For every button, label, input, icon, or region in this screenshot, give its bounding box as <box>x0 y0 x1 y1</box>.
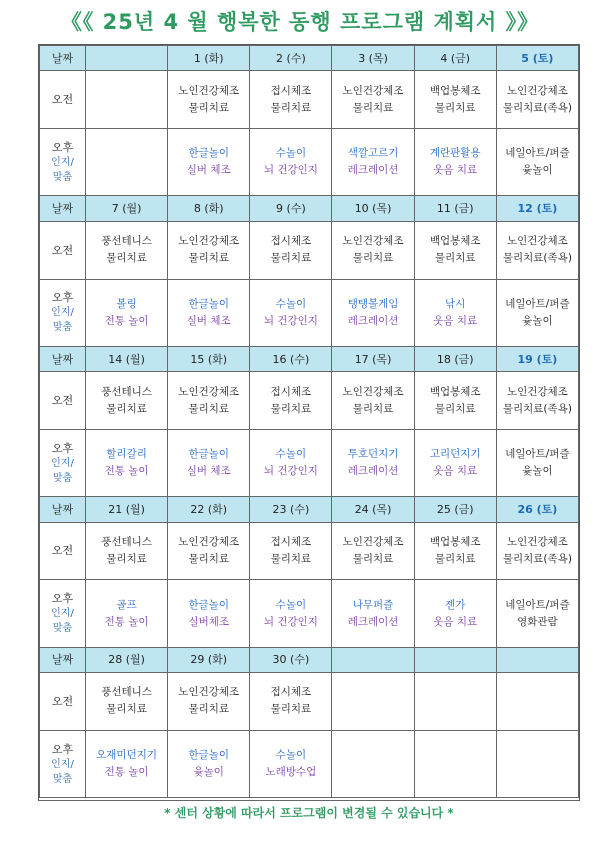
pm-label-line: 맞춤 <box>52 773 73 785</box>
date-cell: 30 (수) <box>250 647 332 672</box>
date-label: 날짜 <box>40 196 86 221</box>
pm-activity: 전통 놀이 <box>104 615 149 628</box>
date-label: 날짜 <box>40 346 86 371</box>
am-cell <box>168 673 250 731</box>
pm-activity: 웃음 치료 <box>433 615 478 628</box>
pm-activity: 할리갈리 <box>106 448 147 461</box>
am-activity: 물리치료 <box>188 552 230 565</box>
date-cell: 4 (금) <box>414 46 496 71</box>
am-cell <box>86 372 168 430</box>
am-label: 오전 <box>40 221 86 279</box>
am-row <box>40 673 579 731</box>
pm-cell <box>86 580 168 647</box>
am-activity: 백업봉체조 <box>429 235 481 248</box>
am-activity: 접시체조 <box>270 385 312 398</box>
am-activity: 물리치료 <box>434 552 476 565</box>
am-activity: 물리치료 <box>434 402 476 415</box>
am-cell <box>496 673 578 731</box>
pm-label-line: 맞춤 <box>52 623 73 635</box>
pm-activity: 고리던지기 <box>429 448 481 461</box>
pm-cell <box>168 429 250 496</box>
am-cell <box>168 221 250 279</box>
am-activity: 노인건강체조 <box>178 385 240 398</box>
pm-cell <box>414 429 496 496</box>
pm-label <box>40 730 86 797</box>
date-cell: 1 (화) <box>168 46 250 71</box>
pm-cell <box>414 580 496 647</box>
pm-cell <box>332 279 414 346</box>
date-cell: 3 (목) <box>332 46 414 71</box>
date-cell <box>496 647 578 672</box>
pm-label-line: 인지/ <box>51 758 74 770</box>
am-activity: 노인건강체조 <box>506 385 568 398</box>
pm-activity: 계란판활용 <box>429 147 481 160</box>
am-cell <box>168 372 250 430</box>
date-cell: 23 (수) <box>250 497 332 522</box>
schedule-sheet <box>38 44 580 824</box>
pm-activity: 윷놀이 <box>522 164 553 177</box>
am-label: 오전 <box>40 372 86 430</box>
am-cell <box>250 673 332 731</box>
am-activity: 물리치료 <box>434 101 476 114</box>
date-cell: 24 (목) <box>332 497 414 522</box>
am-activity: 물리치료 <box>270 552 312 565</box>
am-activity: 물리치료 <box>106 703 147 716</box>
date-cell <box>414 647 496 672</box>
am-activity: 물리치료(족욕) <box>502 101 572 114</box>
pm-activity: 실버 체조 <box>186 314 231 327</box>
pm-cell <box>86 129 168 196</box>
am-cell <box>250 522 332 580</box>
pm-label-line: 오후 <box>51 742 74 756</box>
am-row <box>40 221 579 279</box>
am-row <box>40 522 579 580</box>
date-cell: 17 (목) <box>332 346 414 371</box>
pm-label-line: 맞춤 <box>52 322 73 334</box>
pm-label-line: 오후 <box>51 592 74 606</box>
pm-activity: 네일아트/퍼즐 <box>505 297 570 310</box>
pm-cell <box>86 279 168 346</box>
pm-activity: 웃음 치료 <box>433 164 478 177</box>
page-title: 《《 25년 4 월 행복한 동행 프로그램 계획서 》》 <box>60 10 540 34</box>
pm-row <box>40 429 579 496</box>
am-label: 오전 <box>40 673 86 731</box>
date-cell: 5 (토) <box>496 46 578 71</box>
date-cell: 16 (수) <box>250 346 332 371</box>
pm-label-line: 오후 <box>51 291 74 305</box>
pm-cell <box>168 730 250 797</box>
date-cell: 21 (월) <box>86 497 168 522</box>
pm-row <box>40 279 579 346</box>
am-row <box>40 372 579 430</box>
am-cell <box>414 372 496 430</box>
am-activity: 물리치료 <box>352 402 394 415</box>
pm-label-line: 인지/ <box>51 608 74 620</box>
pm-activity: 노래방수업 <box>265 766 317 779</box>
pm-activity: 오재미던지기 <box>96 749 157 762</box>
date-label: 날짜 <box>40 647 86 672</box>
am-cell <box>250 71 332 129</box>
schedule-table <box>39 45 579 823</box>
am-activity: 노인건강체조 <box>506 84 568 97</box>
am-activity: 물리치료 <box>188 703 230 716</box>
pm-activity: 한글놀이 <box>188 448 230 461</box>
date-cell: 10 (목) <box>332 196 414 221</box>
date-row <box>40 647 579 672</box>
pm-cell <box>496 429 578 496</box>
pm-activity: 젠가 <box>445 598 466 611</box>
am-activity: 노인건강체조 <box>178 535 240 548</box>
pm-cell <box>250 730 332 797</box>
date-row <box>40 196 579 221</box>
date-cell: 15 (화) <box>168 346 250 371</box>
date-cell: 29 (화) <box>168 647 250 672</box>
pm-activity: 투호던지기 <box>347 448 399 461</box>
pm-cell <box>332 129 414 196</box>
pm-cell <box>414 279 496 346</box>
am-activity: 노인건강체조 <box>178 84 240 97</box>
date-cell: 22 (화) <box>168 497 250 522</box>
am-cell <box>86 673 168 731</box>
am-cell <box>86 221 168 279</box>
am-cell <box>168 522 250 580</box>
pm-activity: 네일아트/퍼즐 <box>505 147 570 160</box>
date-cell: 9 (수) <box>250 196 332 221</box>
pm-activity: 탱탱볼게임 <box>347 297 399 310</box>
pm-activity: 볼링 <box>116 297 137 310</box>
am-activity: 물리치료 <box>352 552 394 565</box>
am-cell <box>414 673 496 731</box>
am-activity: 접시체조 <box>270 235 312 248</box>
pm-cell <box>332 730 414 797</box>
am-cell <box>250 221 332 279</box>
pm-activity: 레크레이션 <box>347 314 399 327</box>
am-cell <box>86 71 168 129</box>
am-activity: 풍선테니스 <box>101 385 152 398</box>
pm-cell <box>250 580 332 647</box>
am-cell <box>86 522 168 580</box>
pm-label-line: 인지/ <box>51 457 74 469</box>
am-cell <box>496 372 578 430</box>
pm-label <box>40 580 86 647</box>
pm-activity: 뇌 건강인지 <box>263 465 318 478</box>
am-activity: 물리치료 <box>270 252 312 265</box>
am-activity: 백업봉체조 <box>429 535 481 548</box>
pm-label-line: 인지/ <box>51 156 74 168</box>
pm-label <box>40 429 86 496</box>
date-cell <box>86 46 168 71</box>
am-activity: 물리치료 <box>188 101 230 114</box>
pm-activity: 한글놀이 <box>188 598 230 611</box>
date-cell: 28 (월) <box>86 647 168 672</box>
pm-cell <box>250 279 332 346</box>
am-activity: 물리치료 <box>270 101 312 114</box>
pm-activity: 색깔고르기 <box>347 147 399 160</box>
pm-activity: 수놀이 <box>275 749 307 762</box>
am-label: 오전 <box>40 71 86 129</box>
am-activity: 물리치료 <box>106 552 147 565</box>
am-activity: 백업봉체조 <box>429 84 481 97</box>
am-cell <box>168 71 250 129</box>
date-row <box>40 497 579 522</box>
pm-cell <box>496 129 578 196</box>
pm-label-line: 맞춤 <box>52 472 73 484</box>
pm-label <box>40 129 86 196</box>
pm-activity: 전통 놀이 <box>104 314 149 327</box>
am-label: 오전 <box>40 522 86 580</box>
pm-activity: 전통 놀이 <box>104 766 149 779</box>
date-cell: 12 (토) <box>496 196 578 221</box>
date-row <box>40 46 579 71</box>
am-cell <box>332 673 414 731</box>
pm-cell <box>168 129 250 196</box>
am-cell <box>332 522 414 580</box>
pm-cell <box>332 429 414 496</box>
footer-notice: * 센터 상황에 따라서 프로그램이 변경될 수 있습니다 * <box>38 800 580 825</box>
pm-activity: 실버체조 <box>188 615 230 628</box>
pm-activity: 뇌 건강인지 <box>263 164 318 177</box>
am-cell <box>414 522 496 580</box>
am-activity: 물리치료 <box>188 402 230 415</box>
pm-cell <box>332 580 414 647</box>
am-cell <box>414 71 496 129</box>
pm-activity: 골프 <box>116 598 137 611</box>
pm-activity: 윷놀이 <box>522 314 553 327</box>
am-activity: 접시체조 <box>270 84 312 97</box>
pm-row <box>40 580 579 647</box>
pm-activity: 네일아트/퍼즐 <box>505 448 570 461</box>
date-cell: 19 (토) <box>496 346 578 371</box>
am-activity: 물리치료 <box>106 402 147 415</box>
am-activity: 물리치료 <box>352 252 394 265</box>
am-activity: 접시체조 <box>270 535 312 548</box>
am-activity: 물리치료 <box>352 101 394 114</box>
pm-activity: 한글놀이 <box>188 147 230 160</box>
am-activity: 노인건강체조 <box>178 235 240 248</box>
am-cell <box>496 221 578 279</box>
pm-cell <box>250 429 332 496</box>
am-activity: 노인건강체조 <box>178 686 240 699</box>
pm-cell <box>168 279 250 346</box>
date-label: 날짜 <box>40 497 86 522</box>
pm-activity: 한글놀이 <box>188 749 230 762</box>
date-cell: 11 (금) <box>414 196 496 221</box>
pm-cell <box>414 129 496 196</box>
pm-label-line: 맞춤 <box>52 171 73 183</box>
date-cell <box>332 647 414 672</box>
date-label: 날짜 <box>40 46 86 71</box>
pm-row <box>40 730 579 797</box>
am-activity: 풍선테니스 <box>101 235 152 248</box>
pm-activity: 수놀이 <box>275 147 307 160</box>
pm-cell <box>168 580 250 647</box>
date-cell: 8 (화) <box>168 196 250 221</box>
am-activity: 노인건강체조 <box>342 84 404 97</box>
pm-label-line: 오후 <box>51 140 74 154</box>
pm-activity: 뇌 건강인지 <box>263 615 318 628</box>
am-activity: 물리치료(족욕) <box>502 252 572 265</box>
pm-activity: 낚시 <box>445 297 466 310</box>
pm-activity: 윷놀이 <box>522 465 553 478</box>
date-cell: 18 (금) <box>414 346 496 371</box>
am-activity: 노인건강체조 <box>342 385 404 398</box>
am-cell <box>332 71 414 129</box>
am-activity: 물리치료 <box>270 703 312 716</box>
date-cell: 25 (금) <box>414 497 496 522</box>
pm-cell <box>414 730 496 797</box>
pm-activity: 수놀이 <box>275 297 307 310</box>
am-activity: 물리치료 <box>434 252 476 265</box>
am-activity: 노인건강체조 <box>506 535 568 548</box>
am-activity: 풍선테니스 <box>101 535 152 548</box>
am-activity: 노인건강체조 <box>342 235 404 248</box>
am-activity: 노인건강체조 <box>506 235 568 248</box>
pm-row <box>40 129 579 196</box>
date-cell: 26 (토) <box>496 497 578 522</box>
am-activity: 물리치료(족욕) <box>502 552 572 565</box>
pm-activity: 실버 체조 <box>186 164 231 177</box>
pm-activity: 한글놀이 <box>188 297 230 310</box>
am-row <box>40 71 579 129</box>
pm-cell <box>496 279 578 346</box>
am-cell <box>332 372 414 430</box>
date-cell: 7 (월) <box>86 196 168 221</box>
am-activity: 물리치료 <box>270 402 312 415</box>
am-activity: 물리치료 <box>106 252 147 265</box>
pm-activity: 영화관람 <box>517 615 558 628</box>
am-cell <box>250 372 332 430</box>
pm-label <box>40 279 86 346</box>
am-activity: 백업봉체조 <box>429 385 481 398</box>
pm-activity: 웃음 치료 <box>433 465 478 478</box>
pm-activity: 레크레이션 <box>347 615 399 628</box>
pm-activity: 수놀이 <box>275 598 307 611</box>
pm-cell <box>496 580 578 647</box>
am-cell <box>496 71 578 129</box>
am-activity: 물리치료(족욕) <box>502 402 572 415</box>
pm-activity: 뇌 건강인지 <box>263 314 318 327</box>
pm-cell <box>250 129 332 196</box>
pm-label-line: 오후 <box>51 441 74 455</box>
pm-cell <box>86 429 168 496</box>
pm-activity: 윷놀이 <box>193 766 224 779</box>
pm-activity: 웃음 치료 <box>433 314 478 327</box>
pm-activity: 수놀이 <box>275 448 307 461</box>
pm-activity: 실버 체조 <box>186 465 231 478</box>
pm-label-line: 인지/ <box>51 307 74 319</box>
pm-cell <box>496 730 578 797</box>
am-cell <box>496 522 578 580</box>
pm-activity: 네일아트/퍼즐 <box>505 598 570 611</box>
date-cell: 2 (수) <box>250 46 332 71</box>
am-cell <box>332 221 414 279</box>
pm-activity: 레크레이션 <box>347 465 399 478</box>
am-activity: 노인건강체조 <box>342 535 404 548</box>
pm-activity: 전통 놀이 <box>104 465 149 478</box>
am-activity: 접시체조 <box>270 686 312 699</box>
date-cell: 14 (월) <box>86 346 168 371</box>
am-activity: 물리치료 <box>188 252 230 265</box>
am-activity: 풍선테니스 <box>101 686 152 699</box>
pm-activity: 레크레이션 <box>347 164 399 177</box>
pm-activity: 나무퍼즐 <box>352 598 394 611</box>
pm-cell <box>86 730 168 797</box>
am-cell <box>414 221 496 279</box>
date-row <box>40 346 579 371</box>
